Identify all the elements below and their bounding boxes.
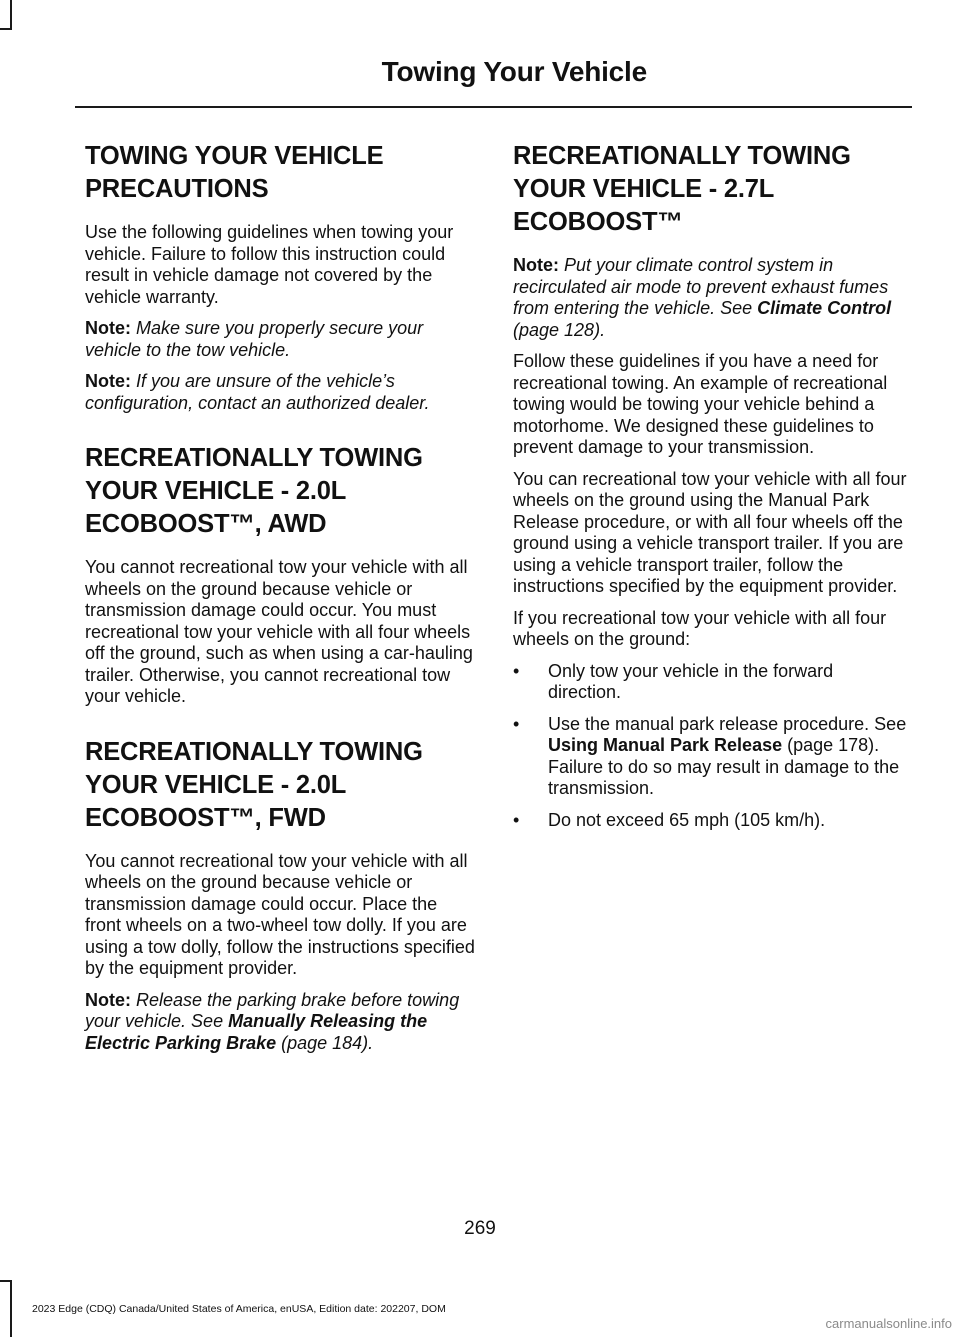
note-text: Make sure you properly secure your vehicle to the tow vehicle. bbox=[85, 318, 424, 360]
paragraph: You cannot recreational tow your vehicle with all wheels on the ground because vehicle or transmission damage could occur. Place the front wheels on a two-wheel tow dolly. If you are using a tow dolly, follow the instructions specified by the equipment provider. bbox=[85, 850, 475, 978]
section-heading-2-0l-awd: RECREATIONALLY TOWING YOUR VEHICLE - 2.0L ECOBOOST™, AWD bbox=[85, 444, 423, 538]
bullet-icon: • bbox=[513, 809, 520, 830]
header-rule bbox=[75, 106, 912, 108]
note-text: Release the parking brake before towing your vehicle. See bbox=[85, 989, 460, 1031]
note bbox=[85, 318, 477, 361]
section-heading-precautions: TOWING YOUR VEHICLE PRECAUTIONS bbox=[85, 142, 384, 203]
crop-mark-bottom-left-h bbox=[0, 1280, 12, 1282]
note-label: Note: bbox=[85, 318, 131, 338]
crop-mark-top-left-h bbox=[0, 28, 12, 30]
paragraph: Use the following guidelines when towing your vehicle. Failure to follow this instruction could result in vehicle damage not covered by the vehicle warranty. bbox=[85, 222, 454, 307]
left-column bbox=[85, 140, 477, 1064]
note-label: Note: bbox=[513, 255, 559, 275]
bullet-icon: • bbox=[513, 713, 520, 734]
crop-mark-bottom-left bbox=[10, 1280, 12, 1337]
paragraph: Follow these guidelines if you have a need for recreational towing. An example of recreational towing would be towing your vehicle behind a motorhome. We designed these guidelines to prevent damage to your transmission. bbox=[513, 351, 888, 457]
xref-link-parking-brake[interactable]: Manually Releasing the Electric Parking Brake bbox=[85, 1011, 428, 1053]
section-heading-2-7l: RECREATIONALLY TOWING YOUR VEHICLE - 2.7L ECOBOOST™ bbox=[513, 142, 851, 236]
bullet-icon: • bbox=[513, 660, 520, 681]
paragraph: If you recreational tow your vehicle with all four wheels on the ground: bbox=[513, 607, 887, 649]
page-title: Towing Your Vehicle bbox=[381, 56, 647, 87]
note bbox=[85, 371, 477, 414]
list-item: • Only tow your vehicle in the forward direction. bbox=[513, 660, 834, 702]
note-text: Put your climate control system in recirculated air mode to prevent exhaust fumes from entering the vehicle. See bbox=[513, 255, 889, 318]
right-column bbox=[513, 140, 908, 841]
page-number: 269 bbox=[464, 1218, 496, 1239]
xref-link-climate-control[interactable]: Climate Control bbox=[757, 298, 892, 318]
page-reference: (page 128). bbox=[513, 319, 606, 340]
note-label: Note: bbox=[85, 371, 131, 391]
list-item: • Use the manual park release procedure. See Using Manual Park Release (page 178). Failure to do so may result in damage to the transmission. bbox=[513, 713, 907, 798]
list-item: • Do not exceed 65 mph (105 km/h). bbox=[513, 809, 826, 830]
crop-mark-top-left bbox=[10, 0, 12, 30]
note-text: If you are unsure of the vehicle’s configuration, contact an authorized dealer. bbox=[85, 371, 430, 413]
running-header bbox=[0, 56, 960, 88]
paragraph: You cannot recreational tow your vehicle with all wheels on the ground because vehicle or transmission damage could occur. You must recreational tow your vehicle with all four wheels off the ground, such as when using a car-hauling trailer. Otherwise, you cannot recreational tow your vehicle. bbox=[85, 557, 473, 706]
note bbox=[513, 255, 908, 341]
page-reference: (page 184). bbox=[276, 1032, 374, 1053]
xref-link-manual-park-release[interactable]: Using Manual Park Release bbox=[548, 735, 783, 755]
edition-footer: 2023 Edge (CDQ) Canada/United States of America, enUSA, Edition date: 202207, DOM bbox=[32, 1303, 446, 1315]
paragraph: You can recreational tow your vehicle with all four wheels on the ground using the Manual Park Release procedure, or with all four wheels off the ground using a vehicle transport trailer. If you are using a vehicle transport trailer, follow the instructions specified by the equipment provider. bbox=[513, 468, 907, 596]
watermark[interactable]: carmanualsonline.info bbox=[825, 1316, 952, 1331]
section-heading-2-0l-fwd: RECREATIONALLY TOWING YOUR VEHICLE - 2.0L ECOBOOST™, FWD bbox=[85, 737, 423, 832]
bullet-list bbox=[513, 661, 908, 832]
note-label: Note: bbox=[85, 989, 131, 1010]
note bbox=[85, 990, 477, 1055]
